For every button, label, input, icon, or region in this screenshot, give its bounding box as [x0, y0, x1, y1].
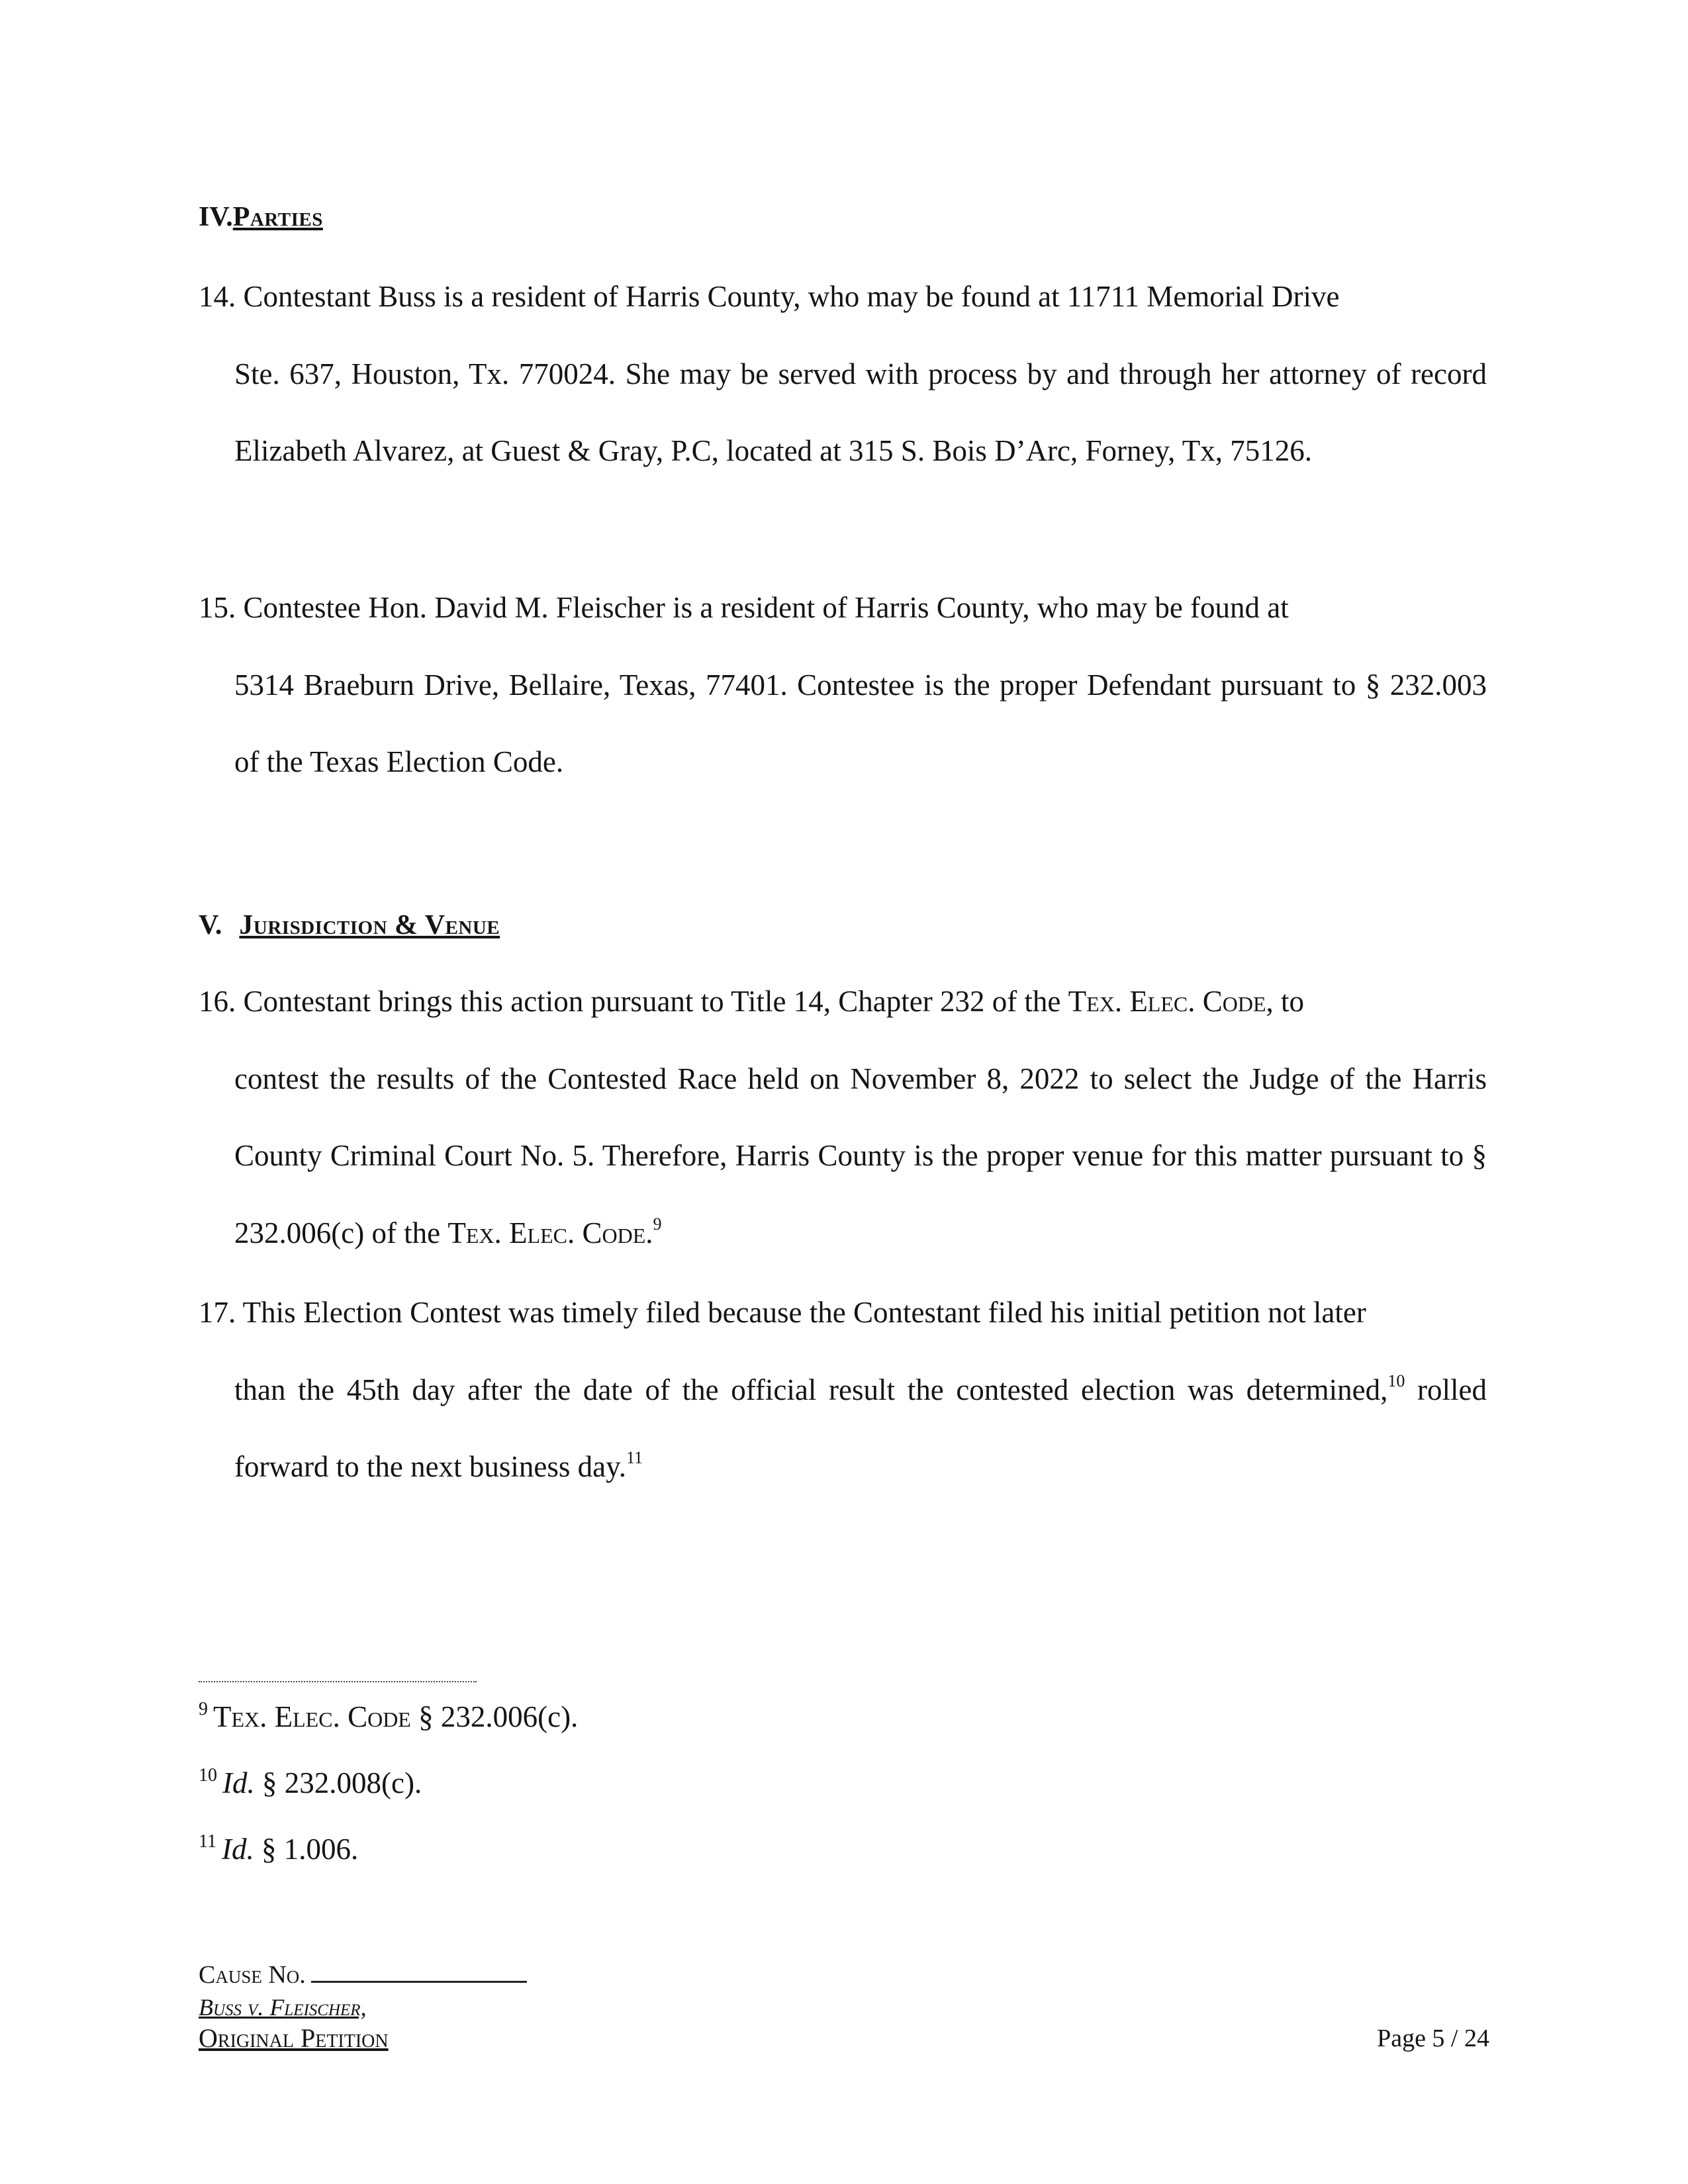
cause-label: Cause No.	[199, 1961, 306, 1989]
id-citation: Id.	[221, 1833, 254, 1866]
section-heading-parties	[199, 201, 323, 233]
footnote-number: 9	[199, 1699, 208, 1719]
paragraph-14	[199, 258, 1487, 490]
footnote-ref[interactable]: 10	[1387, 1371, 1405, 1390]
section-number: IV.	[199, 202, 233, 232]
footnote-9	[199, 1700, 578, 1734]
cause-number-blank	[311, 1961, 527, 1983]
paragraph-text: than the 45th day after the date of the official result the contested election was determined,	[234, 1373, 1388, 1406]
code-citation: Tex. Elec. Code	[1068, 985, 1266, 1018]
footnote-number: 10	[199, 1765, 217, 1786]
paragraph-text: , to	[1266, 985, 1305, 1018]
paragraph-body: 5314 Braeburn Drive, Bellaire, Texas, 77401. Contestee is the proper Defendant pursuant to § 232.003 of the Texas Election Code.	[234, 668, 1487, 778]
footnote-text: § 232.008(c).	[254, 1766, 422, 1799]
case-caption: Buss v. Fleischer,	[199, 1994, 367, 2021]
document-title: Original Petition	[199, 2023, 389, 2053]
footnote-ref[interactable]: 11	[626, 1448, 643, 1467]
paragraph-first-line: 14. Contestant Buss is a resident of Harris County, who may be found at 11711 Memorial Drive	[199, 280, 1340, 313]
section-title: Jurisdiction & Venue	[239, 910, 500, 940]
paragraph-text: .	[645, 1216, 653, 1250]
code-citation: Tex. Elec. Code	[447, 1216, 646, 1250]
paragraph-first-line	[199, 963, 1487, 1040]
paragraph-16	[199, 963, 1487, 1271]
paragraph-text: contest the results of the Contested Race held on November 8, 2022 to select the Judge of the Harris County Criminal Court No. 5. Therefore, Harris County is the proper venue for this matter pursuant to § 232.006(c) of the	[234, 1062, 1487, 1250]
paragraph-body	[199, 1351, 1487, 1506]
cause-number	[199, 1960, 527, 1989]
footnote-text: § 232.006(c).	[410, 1700, 579, 1733]
section-title: Parties	[232, 202, 323, 232]
id-citation: Id.	[222, 1766, 255, 1799]
footnote-divider	[199, 1681, 477, 1682]
footnote-11	[199, 1832, 358, 1866]
footnote-ref[interactable]: 9	[653, 1214, 662, 1234]
section-heading-jurisdiction	[199, 909, 500, 941]
paragraph-first-line: 15. Contestee Hon. David M. Fleischer is a resident of Harris County, who may be found at	[199, 591, 1289, 624]
paragraph-text: 16. Contestant brings this action pursuant to Title 14, Chapter 232 of the	[199, 985, 1068, 1018]
paragraph-17	[199, 1274, 1487, 1506]
footnote-number: 11	[199, 1831, 216, 1852]
section-number: V.	[199, 910, 222, 940]
paragraph-15	[199, 569, 1487, 801]
footnote-10	[199, 1766, 422, 1800]
footnote-text: § 1.006.	[254, 1833, 359, 1866]
page-number: Page 5 / 24	[1377, 2025, 1489, 2052]
code-citation: Tex. Elec. Code	[213, 1700, 411, 1733]
paragraph-body	[199, 1040, 1487, 1272]
paragraph-body: Ste. 637, Houston, Tx. 770024. She may be served with process by and through her attorney of record Elizabeth Alvarez, at Guest & Gray, P.C, located at 315 S. Bois D’Arc, Forney, Tx, 75126.	[234, 357, 1487, 467]
paragraph-text: rolled forward to the next business day.	[234, 1373, 1487, 1483]
paragraph-first-line: 17. This Election Contest was timely filed because the Contestant filed his initial petition not later	[199, 1296, 1366, 1329]
